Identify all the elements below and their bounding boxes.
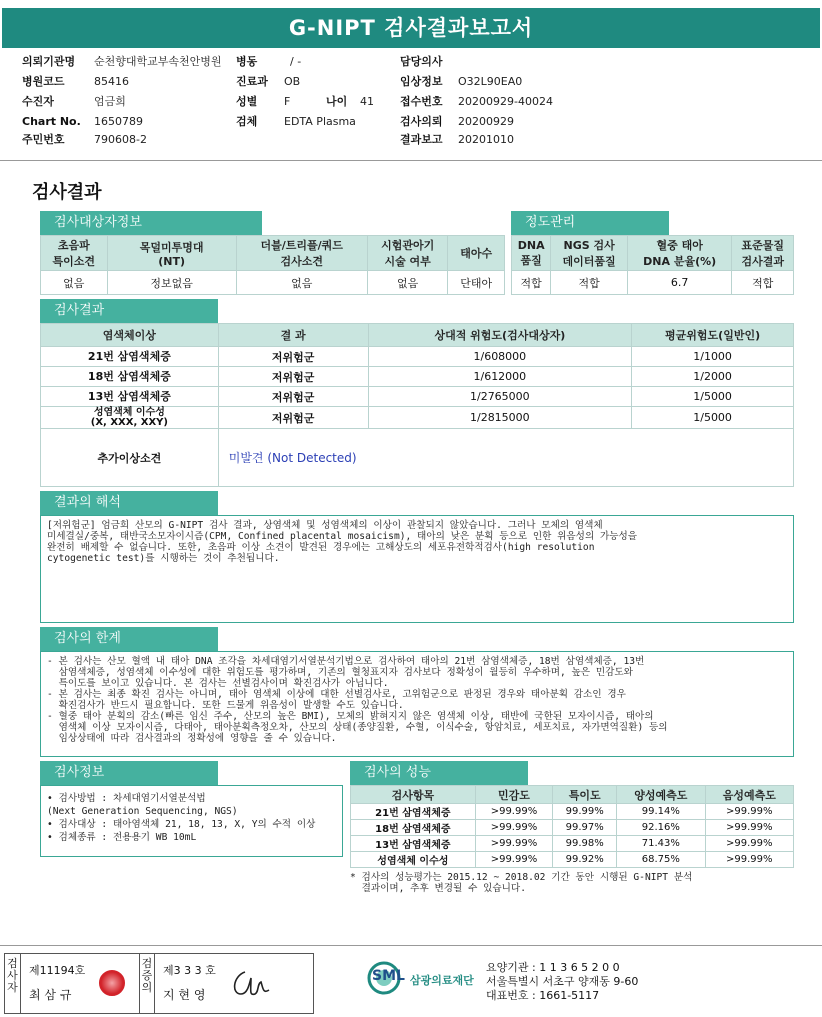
verifier-label: 검증의 bbox=[139, 954, 155, 1013]
result-cell: 18번 삼염색체증 bbox=[41, 367, 219, 387]
result-tab: 검사결과 bbox=[40, 299, 218, 323]
verifier-name: 지 현 영 bbox=[163, 988, 206, 1002]
specimen-label: 검체 bbox=[236, 115, 258, 128]
qc-header: NGS 검사 데이터품질 bbox=[551, 236, 628, 271]
examiner-name: 최 삼 규 bbox=[29, 988, 72, 1002]
qc-header: 혈중 태아 DNA 분율(%) bbox=[627, 236, 732, 271]
performance-cell: >99.99% bbox=[705, 836, 793, 852]
clinical-label: 임상정보 bbox=[400, 75, 443, 88]
performance-cell: >99.99% bbox=[705, 852, 793, 868]
performance-cell: 18번 삼염색체증 bbox=[351, 820, 476, 836]
result-cell: 1/5000 bbox=[632, 407, 794, 429]
result-cell: 1/608000 bbox=[368, 347, 632, 367]
inst-value: 순천향대학교부속천안병원 bbox=[94, 55, 222, 68]
result-cell: 1/2000 bbox=[632, 367, 794, 387]
performance-tab: 검사의 성능 bbox=[350, 761, 528, 785]
result-cell: 저위험군 bbox=[218, 367, 368, 387]
org-code: 요양기관 : 1 1 3 6 5 2 0 0 bbox=[486, 961, 620, 974]
extra-finding-label: 추가이상소견 bbox=[41, 429, 219, 487]
signature-box bbox=[4, 953, 314, 1014]
dept-value: OB bbox=[284, 75, 301, 88]
performance-table bbox=[350, 785, 794, 868]
info-tab: 검사정보 bbox=[40, 761, 218, 785]
result-cell: 1/2815000 bbox=[368, 407, 632, 429]
result-row bbox=[41, 407, 794, 429]
qc-value: 6.7 bbox=[627, 271, 732, 295]
inst-label: 의뢰기관명 bbox=[22, 55, 76, 68]
qc-header: DNA 품질 bbox=[512, 236, 551, 271]
performance-row bbox=[351, 852, 794, 868]
result-cell: 저위험군 bbox=[218, 347, 368, 367]
performance-cell: >99.99% bbox=[475, 804, 553, 820]
limits-text: - 본 검사는 산모 혈액 내 태아 DNA 조각을 차세대염기서열분석기법으로 검사하여 태아의 21번 삼염색체증, 18번 삼염색체증, 13번 삼염색체증, 성염색체 이수성에 대한 위험도를 평가하며, 기존의 혈청표지자 검사보다 정확성이 월등히 우수하며, 높은 민감도와 특이도를 보이고 있습니다. 본 검사는 선별검사이며 확진검사가 아닙니다. - 본 검사는 최종 확진 검사는 아니며, 태아 염색체 이상에 대한 선별검사로, 고위험군으로 판정된 경우와 태아분획 감소인 경우 확진검사가 반드시 필요합니다. 또한 드물게 위음성이 발생할 수도 있습니다. - 혈중 태아 분획의 감소(빠른 임신 주수, 산모의 높은 BMI), 모체의 밝혀지지 않은 염색체 이상, 태반에 국한된 모자이시즘, 태아의 염색체 이상 모자이시즘, 다태아, 태아분획측정오차, 산모의 상태(종양질환, 수혈, 이식수술, 항암치료, 세포치료, 자가면역질환) 등의 임상상태에 따라 검사결과의 정확성에 영향을 줄 수 있습니다. bbox=[47, 656, 668, 744]
interpretation-box bbox=[40, 515, 794, 623]
rrn-label: 주민번호 bbox=[22, 133, 65, 146]
report-value: 20201010 bbox=[458, 133, 514, 146]
target-value: 없음 bbox=[367, 271, 448, 295]
divider bbox=[0, 160, 822, 161]
target-value: 없음 bbox=[236, 271, 367, 295]
performance-cell: >99.99% bbox=[705, 820, 793, 836]
accession-value: 20200929-40024 bbox=[458, 95, 553, 108]
performance-cell: 99.98% bbox=[553, 836, 617, 852]
performance-cell: 68.75% bbox=[617, 852, 705, 868]
request-value: 20200929 bbox=[458, 115, 514, 128]
target-header: 더블/트리플/쿼드 검사소견 bbox=[236, 236, 367, 271]
performance-cell: 99.92% bbox=[553, 852, 617, 868]
qc-value: 적합 bbox=[512, 271, 551, 295]
result-header: 염색체이상 bbox=[41, 324, 219, 347]
hospcode-value: 85416 bbox=[94, 75, 129, 88]
qc-tab: 정도관리 bbox=[511, 211, 669, 235]
performance-cell: 99.14% bbox=[617, 804, 705, 820]
result-cell: 21번 삼염색체증 bbox=[41, 347, 219, 367]
info-line: • 검사대상 : 태아염색체 21, 18, 13, X, Y의 수적 이상 bbox=[47, 819, 316, 830]
performance-cell: >99.99% bbox=[705, 804, 793, 820]
result-cell: 1/2765000 bbox=[368, 387, 632, 407]
sml-logo bbox=[366, 960, 482, 998]
target-header: 시험관아기 시술 여부 bbox=[367, 236, 448, 271]
doctor-label: 담당의사 bbox=[400, 55, 443, 68]
performance-header: 양성예측도 bbox=[617, 786, 705, 804]
result-cell: 13번 삼염색체증 bbox=[41, 387, 219, 407]
ward-value: / - bbox=[290, 55, 302, 68]
target-header: 목덜미투명대 (NT) bbox=[107, 236, 236, 271]
target-value: 단태아 bbox=[448, 271, 505, 295]
target-header: 태아수 bbox=[448, 236, 505, 271]
result-row bbox=[41, 367, 794, 387]
qc-value: 적합 bbox=[732, 271, 794, 295]
result-header: 상대적 위험도(검사대상자) bbox=[368, 324, 632, 347]
result-row bbox=[41, 347, 794, 367]
org-phone: 대표번호 : 1661-5117 bbox=[486, 989, 600, 1002]
target-table bbox=[40, 235, 505, 295]
chart-value: 1650789 bbox=[94, 115, 143, 128]
info-line: • 검체종류 : 전용용기 WB 10mL bbox=[47, 832, 197, 843]
performance-row bbox=[351, 836, 794, 852]
footer-divider bbox=[0, 945, 822, 946]
performance-cell: 71.43% bbox=[617, 836, 705, 852]
logo-text: SML bbox=[372, 968, 405, 984]
result-cell: 1/1000 bbox=[632, 347, 794, 367]
clinical-value: O32L90EA0 bbox=[458, 75, 523, 88]
performance-cell: 성염색체 이수성 bbox=[351, 852, 476, 868]
performance-cell: 13번 삼염색체증 bbox=[351, 836, 476, 852]
report-title: G-NIPT 검사결과보고서 bbox=[2, 8, 820, 48]
performance-row bbox=[351, 804, 794, 820]
org-address: 서울특별시 서초구 양재동 9-60 bbox=[486, 975, 639, 988]
patient-value: 엄금희 bbox=[94, 95, 126, 108]
interpretation-text: [저위험군] 엄금희 산모의 G-NIPT 검사 결과, 상염색체 및 성염색체의 이상이 관찰되지 않았습니다. 그러나 모체의 염색체 미세결실/중복, 태반국소모자이시즘(CPM, Confined placental mosaicism), 태아의 낮은 분획 등으로 인한 위음성의 가능성을 완전히 배제할 수 없습니다. 또한, 초음파 이상 소견이 발견된 경우에는 고해상도의 세포유전학적검사(high resolution cytogenetic test)를 시행하는 것이 추천됩니다. bbox=[47, 520, 638, 564]
result-header: 결 과 bbox=[218, 324, 368, 347]
info-line: • 검사방법 : 차세대염기서열분석법 bbox=[47, 793, 206, 804]
performance-header: 특이도 bbox=[553, 786, 617, 804]
age-label: 나이 bbox=[326, 95, 348, 108]
result-cell: 저위험군 bbox=[218, 387, 368, 407]
performance-cell: >99.99% bbox=[475, 820, 553, 836]
target-value: 없음 bbox=[41, 271, 108, 295]
result-cell: 1/5000 bbox=[632, 387, 794, 407]
sex-label: 성별 bbox=[236, 95, 258, 108]
result-header: 평균위험도(일반인) bbox=[632, 324, 794, 347]
performance-cell: 21번 삼염색체증 bbox=[351, 804, 476, 820]
performance-cell: >99.99% bbox=[475, 836, 553, 852]
chart-label: Chart No. bbox=[22, 115, 81, 128]
specimen-value: EDTA Plasma bbox=[284, 115, 356, 128]
performance-cell: 99.99% bbox=[553, 804, 617, 820]
report-label: 결과보고 bbox=[400, 133, 443, 146]
performance-header: 민감도 bbox=[475, 786, 553, 804]
result-cell: 1/612000 bbox=[368, 367, 632, 387]
ward-label: 병동 bbox=[236, 55, 258, 68]
verifier-license: 제3 3 3 호 bbox=[163, 964, 216, 977]
target-tab: 검사대상자정보 bbox=[40, 211, 262, 235]
accession-label: 접수번호 bbox=[400, 95, 443, 108]
extra-finding-value: 미발견 (Not Detected) bbox=[218, 429, 793, 487]
org-info bbox=[486, 961, 638, 1003]
examiner-license: 제11194호 bbox=[29, 964, 86, 977]
result-table bbox=[40, 323, 794, 487]
org-name: 삼광의료재단 bbox=[410, 974, 474, 987]
performance-row bbox=[351, 820, 794, 836]
examiner-seal-icon bbox=[99, 970, 125, 996]
result-cell: 저위험군 bbox=[218, 407, 368, 429]
signature-icon bbox=[227, 964, 273, 1002]
qc-table bbox=[511, 235, 794, 295]
interpretation-tab: 결과의 해석 bbox=[40, 491, 218, 515]
performance-note: * 검사의 성능평가는 2015.12 ~ 2018.02 기간 동안 시행된 G-NIPT 분석 결과이며, 추후 변경될 수 있습니다. bbox=[350, 872, 693, 894]
target-value: 정보없음 bbox=[107, 271, 236, 295]
sex-value: F bbox=[284, 95, 291, 108]
info-line: (Next Generation Sequencing, NGS) bbox=[47, 806, 238, 817]
performance-cell: 92.16% bbox=[617, 820, 705, 836]
qc-header: 표준물질 검사결과 bbox=[732, 236, 794, 271]
patient-header bbox=[22, 53, 812, 153]
patient-label: 수진자 bbox=[22, 95, 54, 108]
performance-cell: 99.97% bbox=[553, 820, 617, 836]
performance-cell: >99.99% bbox=[475, 852, 553, 868]
limits-box bbox=[40, 651, 794, 757]
qc-value: 적합 bbox=[551, 271, 628, 295]
info-box bbox=[40, 785, 343, 857]
rrn-value: 790608-2 bbox=[94, 133, 147, 146]
examiner-label: 검사자 bbox=[5, 954, 21, 1013]
performance-header: 음성예측도 bbox=[705, 786, 793, 804]
hospcode-label: 병원코드 bbox=[22, 75, 65, 88]
section-title: 검사결과 bbox=[32, 182, 102, 203]
dept-label: 진료과 bbox=[236, 75, 268, 88]
age-value: 41 bbox=[360, 95, 374, 108]
request-label: 검사의뢰 bbox=[400, 115, 443, 128]
info-text bbox=[47, 792, 342, 844]
target-header: 초음파 특이소견 bbox=[41, 236, 108, 271]
result-cell: 성염색체 이수성 (X, XXX, XXY) bbox=[41, 407, 219, 429]
limits-tab: 검사의 한계 bbox=[40, 627, 218, 651]
result-row bbox=[41, 387, 794, 407]
performance-header: 검사항목 bbox=[351, 786, 476, 804]
